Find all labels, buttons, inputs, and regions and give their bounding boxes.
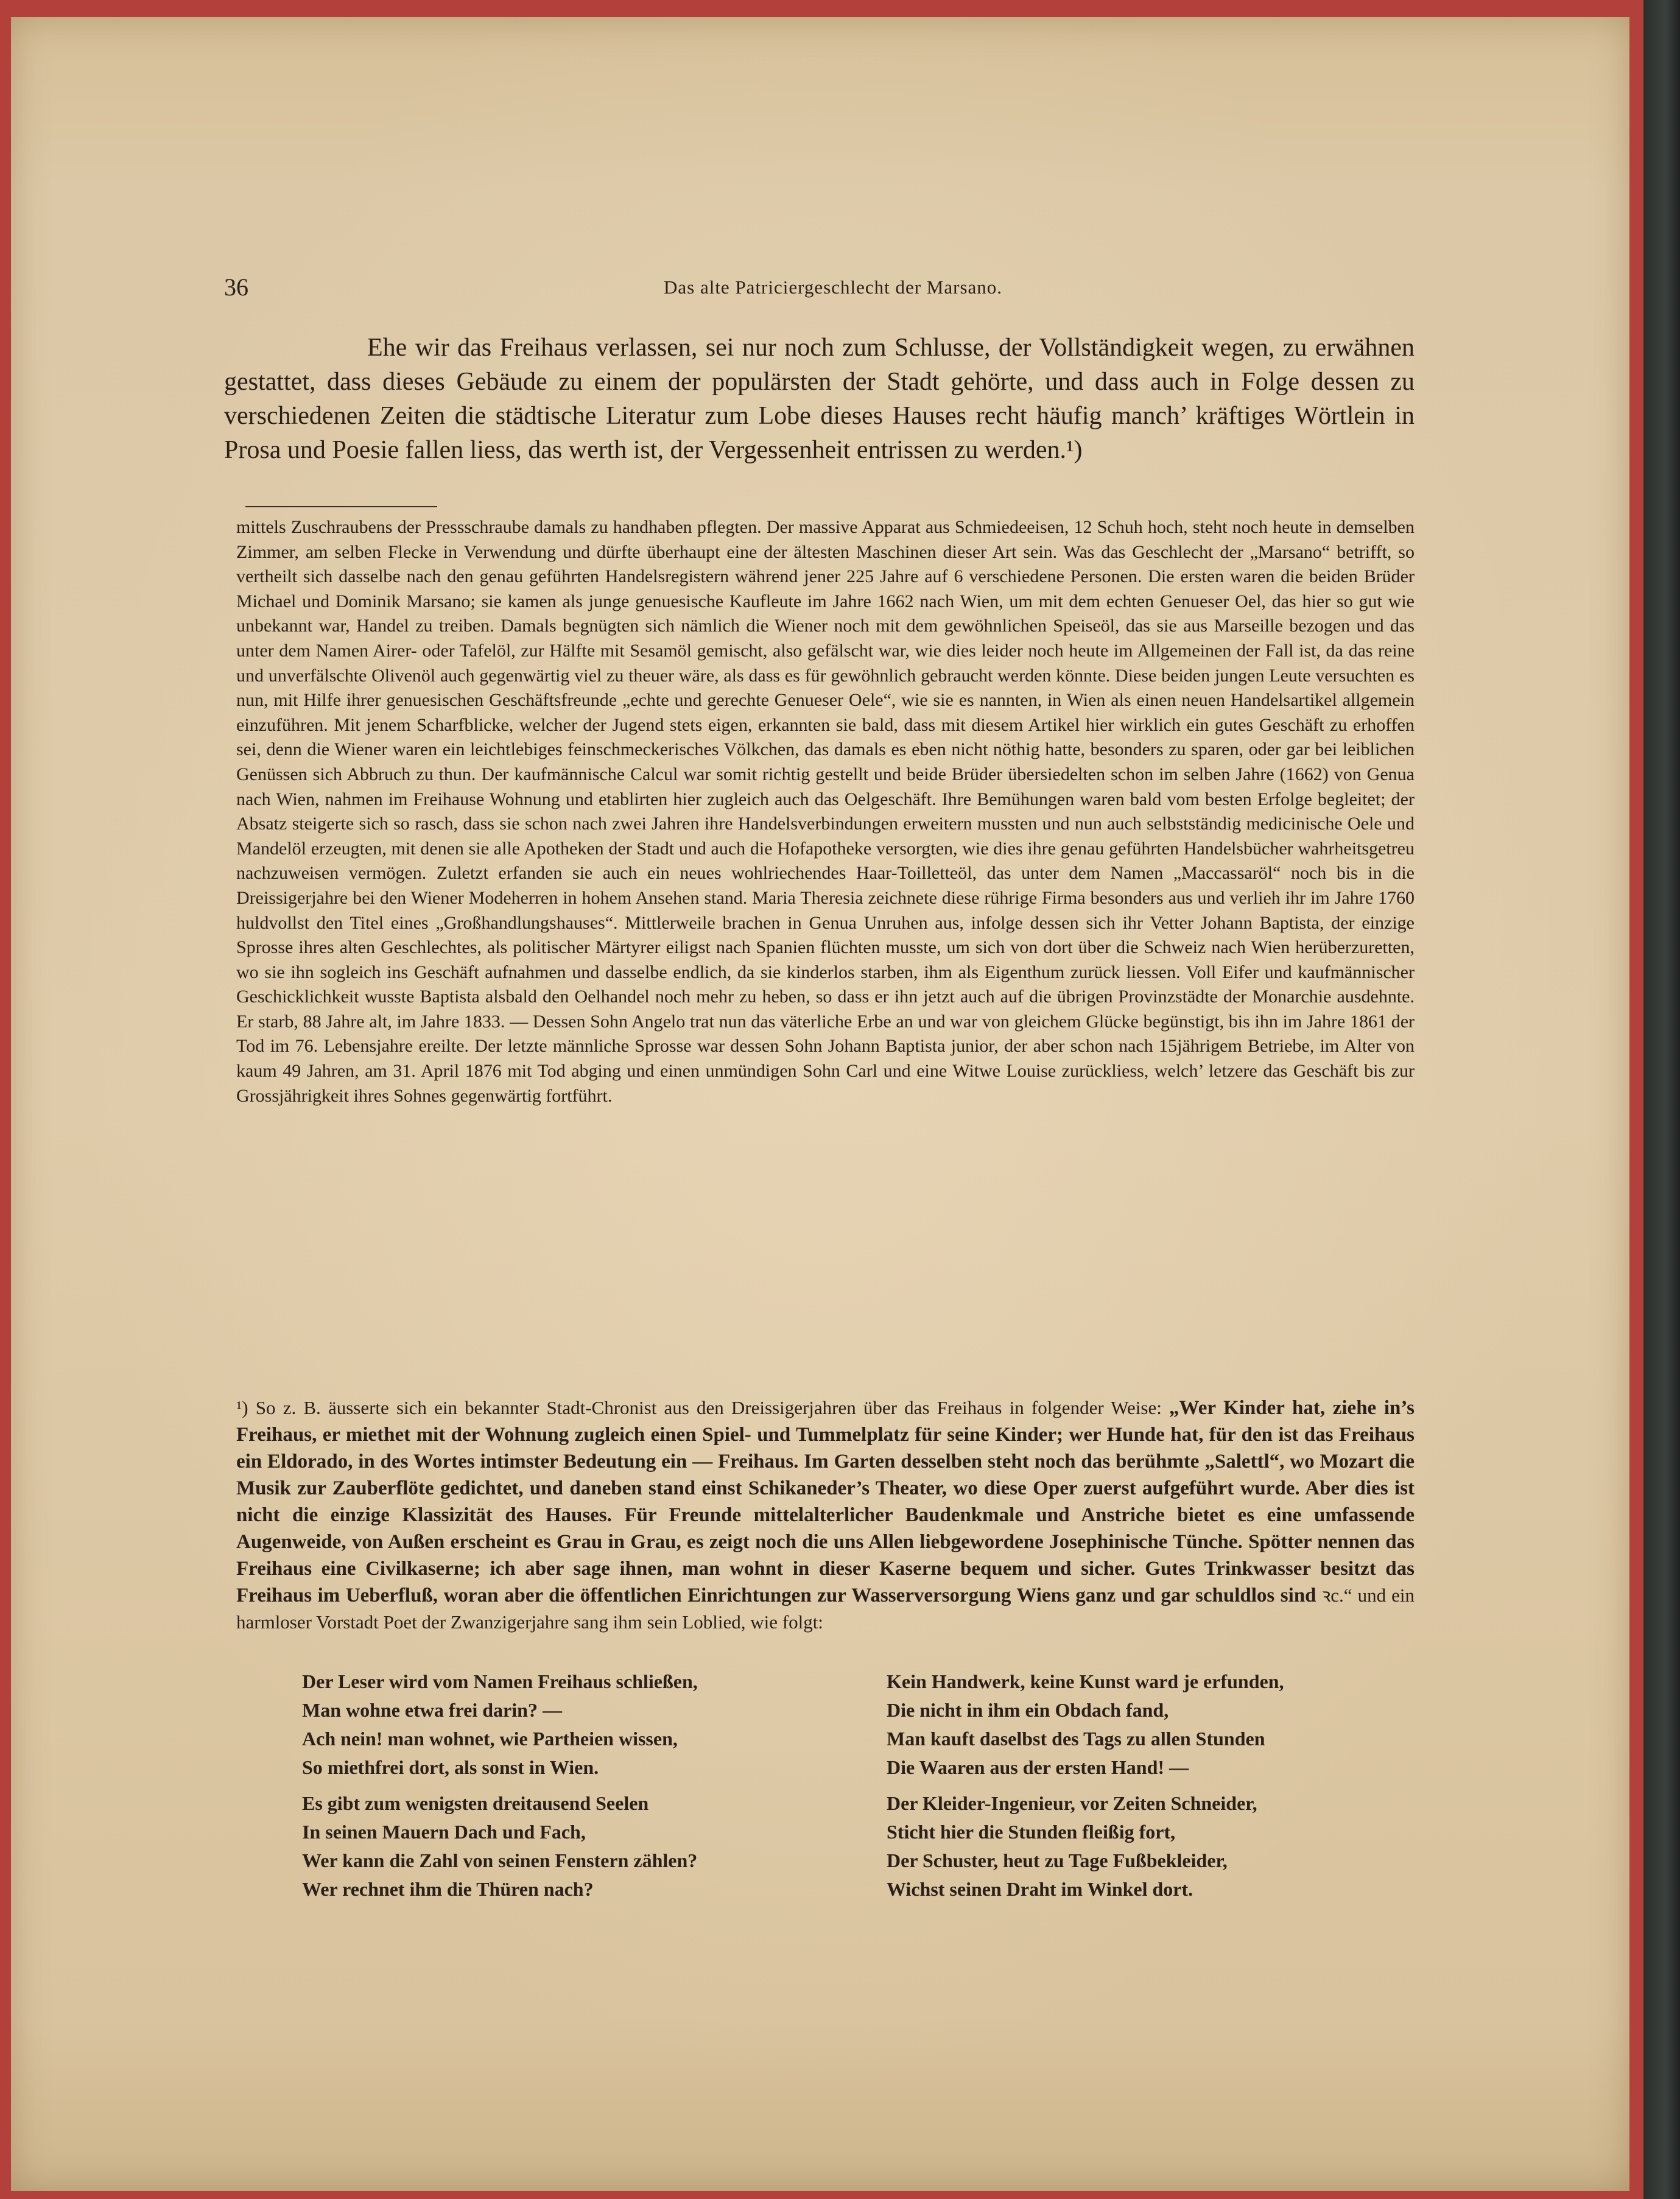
book-page [11,17,1629,2191]
poem-line: Der Leser wird vom Namen Freihaus schließen, [302,1670,698,1692]
footnote-1-intro: ¹) So z. B. äusserte sich ein bekannter Stadt-Chronist aus den Dreissigerjahren über das Freihaus in folgender Weise: [236,1397,1162,1418]
poem-left-column [302,1667,698,1904]
intro-paragraph [224,331,1415,467]
book-spine-edge [1643,0,1680,2199]
page-header [224,273,1442,309]
poem-line: So miethfrei dort, als sonst in Wien. [302,1756,599,1778]
poem-line: Der Kleider-Ingenieur, vor Zeiten Schneider, [887,1792,1257,1814]
poem-line: Man kauft daselbst des Tags zu allen Stunden [887,1728,1265,1750]
footnote-1-tail: ꝛc.“ und ein harmloser Vorstadt Poet der Zwanzigerjahre sang ihm sein Loblied, wie folgt: [236,1585,1415,1633]
intro-text: Ehe wir das Freihaus verlassen, sei nur noch zum Schlusse, der Vollständigkeit wegen, zu erwähnen gestattet, dass dieses Gebäude zu einem der populärsten der Stadt gehörte, und dass auch in Folge dessen zu verschiedenen Zeiten die städtische Literatur zum Lobe dieses Hauses recht häufig manch’ kräftiges Wörtlein in Prosa und Poesie fallen liess, das werth ist, der Vergessenheit entrissen zu werden.¹) [224,334,1415,464]
poem-stanza [302,1789,698,1904]
footnote-separator [245,506,437,507]
poem-line: Wer kann die Zahl von seinen Fenstern zählen? [302,1849,698,1871]
poem-line: Der Schuster, heut zu Tage Fußbekleider, [887,1849,1228,1871]
poem-line: Sticht hier die Stunden fleißig fort, [887,1821,1176,1843]
poem-line: Es gibt zum wenigsten dreitausend Seelen [302,1792,649,1814]
running-title: Das alte Patriciergeschlecht der Marsano. [663,276,1003,298]
poem-line: Wichst seinen Draht im Winkel dort. [887,1878,1193,1900]
poem-line: Die Waaren aus der ersten Hand! — [887,1756,1189,1778]
poem-line: Wer rechnet ihm die Thüren nach? [302,1878,594,1900]
poem-line: Ach nein! man wohnet, wie Partheien wissen, [302,1728,678,1750]
poem-right-column [887,1667,1284,1904]
poem-line: Die nicht in ihm ein Obdach fand, [887,1699,1169,1721]
footnote-continuation: mittels Zuschraubens der Pressschraube damals zu handhaben pflegten. Der massive Apparat aus Schmiedeeisen, 12 Schuh hoch, steht noch heute in demselben Zimmer, am selben Flecke in Verwendung und dürfte überhaupt eine der ältesten Maschinen dieser Art sein. Was das Geschlecht der „Marsano“ betrifft, so vertheilt sich dasselbe nach den genau geführten Handelsregistern während jener 225 Jahre auf 6 verschiedene Personen. Die ersten waren die beiden Brüder Michael und Dominik Marsano; sie kamen als junge genuesische Kaufleute im Jahre 1662 nach Wien, um mit dem echten Genueser Oel, das hier so gut wie unbekannt war, Handel zu treiben. Damals begnügten sich nämlich die Wiener noch mit dem gewöhnlichen Speiseöl, das sie aus Marseille bezogen und das unter dem Namen Airer- oder Tafelöl, zur Hälfte mit Sesamöl gemischt, also gefälscht war, wie dies leider noch heute im Allgemeinen der Fall ist, da das reine und unverfälschte Olivenöl auch gegenwärtig viel zu theuer wäre, als dass es für gewöhnlich gebraucht werden könnte. Diese beiden jungen Leute versuchten es nun, mit Hilfe ihrer genuesischen Geschäftsfreunde „echte und gerechte Genueser Oele“, wie sie es nannten, in Wien als einen neuen Handelsartikel allgemein einzuführen. Mit jenem Scharfblicke, welcher der Jugend stets eigen, erkannten sie bald, dass mit diesem Artikel hier wirklich ein gutes Geschäft zu erhoffen sei, denn die Wiener waren ein leichtlebiges feinschmeckerisches Völkchen, das damals es eben nicht nöthig hatte, besonders zu sparen, oder gar bei leiblichen Genüssen sich Abbruch zu thun. Der kaufmännische Calcul war somit richtig gestellt und beide Brüder übersiedelten schon im selben Jahre (1662) von Genua nach Wien, nahmen im Freihause Wohnung und etablirten hier zugleich auch das Oelgeschäft. Ihre Bemühungen waren bald vom besten Erfolge begleitet; der Absatz steigerte sich so rasch, dass sie schon nach zwei Jahren ihre Handelsverbindungen erweitern mussten und nun auch selbstständig medicinische Oele und Mandelöl erzeugten, mit denen sie alle Apotheken der Stadt und auch die Hofapotheke versorgten, wie dies ihre genau geführten Handelsbücher wahrheitsgetreu nachzuweisen vermögen. Zuletzt erfanden sie auch ein neues wohlriechendes Haar-Toilletteöl, das unter dem Namen „Maccassaröl“ noch bis in die Dreissigerjahre bei den Wiener Modeherren in hohem Ansehen stand. Maria Theresia zeichnete diese rührige Firma besonders aus und verlieh ihr im Jahre 1760 huldvollst den Titel eines „Großhandlungshauses“. Mittlerweile brachen in Genua Unruhen aus, infolge dessen sich ihr Vetter Johann Baptista, der einzige Sprosse ihres alten Geschlechtes, als politischer Märtyrer eiligst nach Spanien flüchten musste, um sich von dort über die Schweiz nach Wien herüberzuretten, wo sie ihn sogleich ins Geschäft aufnahmen und dasselbe endlich, da sie kinderlos starben, ihm als Eigenthum zurück liessen. Voll Eifer und kaufmännischer Geschicklichkeit wusste Baptista alsbald den Oelhandel noch mehr zu heben, so dass er ihn jetzt auch auf die übrigen Provinzstädte der Monarchie ausdehnte. Er starb, 88 Jahre alt, im Jahre 1833. — Dessen Sohn Angelo trat nun das väterliche Erbe an und war von gleichem Glücke begünstigt, bis ihn im Jahre 1861 der Tod im 76. Lebensjahre ereilte. Der letzte männliche Sprosse war dessen Sohn Johann Baptista junior, der aber schon nach 15jährigem Betriebe, im Alter von kaum 49 Jahren, am 31. April 1876 mit Tod abging und einen unmündigen Sohn Carl und eine Witwe Louise zurückliess, welch’ letzere das Geschäft bis zur Grossjährigkeit ihres Sohnes gegenwärtig fortführt. [236,517,1415,1106]
poem-line: In seinen Mauern Dach und Fach, [302,1821,586,1843]
poem-stanza [887,1667,1284,1782]
footnote-1-quote: „Wer Kinder hat, ziehe in’s Freihaus, er miethet mit der Wohnung zugleich einen Spiel- und Tummelplatz für seine Kinder; wer Hunde hat, für den ist das Freihaus ein Eldorado, in des Wortes intimster Bedeutung ein — Freihaus. Im Garten desselben steht noch das berühmte „Salettl“, wo Mozart die Musik zur Zauberflöte gedichtet, und daneben stand einst Schikaneder’s Theater, wo diese Oper zuerst aufgeführt wurde. Aber dies ist nicht die einzige Klassizität des Hauses. Für Freunde mittelalterlicher Baudenkmale und Anstriche bietet es eine umfassende Augenweide, von Außen erscheint es Grau in Grau, es zeigt noch die uns Allen liebgewordene Josephinische Tünche. Spötter nennen das Freihaus eine Civilkaserne; ich aber sage ihnen, man wohnt in dieser Kaserne bequem und sicher. Gutes Trinkwasser besitzt das Freihaus im Ueberfluß, woran aber die öffentlichen Einrichtungen zur Wasserversorgung Wiens ganz und gar schuldlos sind [236,1397,1415,1606]
poem-stanza [302,1667,698,1782]
poem-line: Kein Handwerk, keine Kunst ward je erfunden, [887,1670,1284,1692]
poem-stanza [887,1789,1284,1904]
page-number: 36 [224,273,248,301]
poem-line: Man wohne etwa frei darin? — [302,1699,562,1721]
footnote-1 [236,1395,1415,1636]
intro-indent [224,334,367,362]
